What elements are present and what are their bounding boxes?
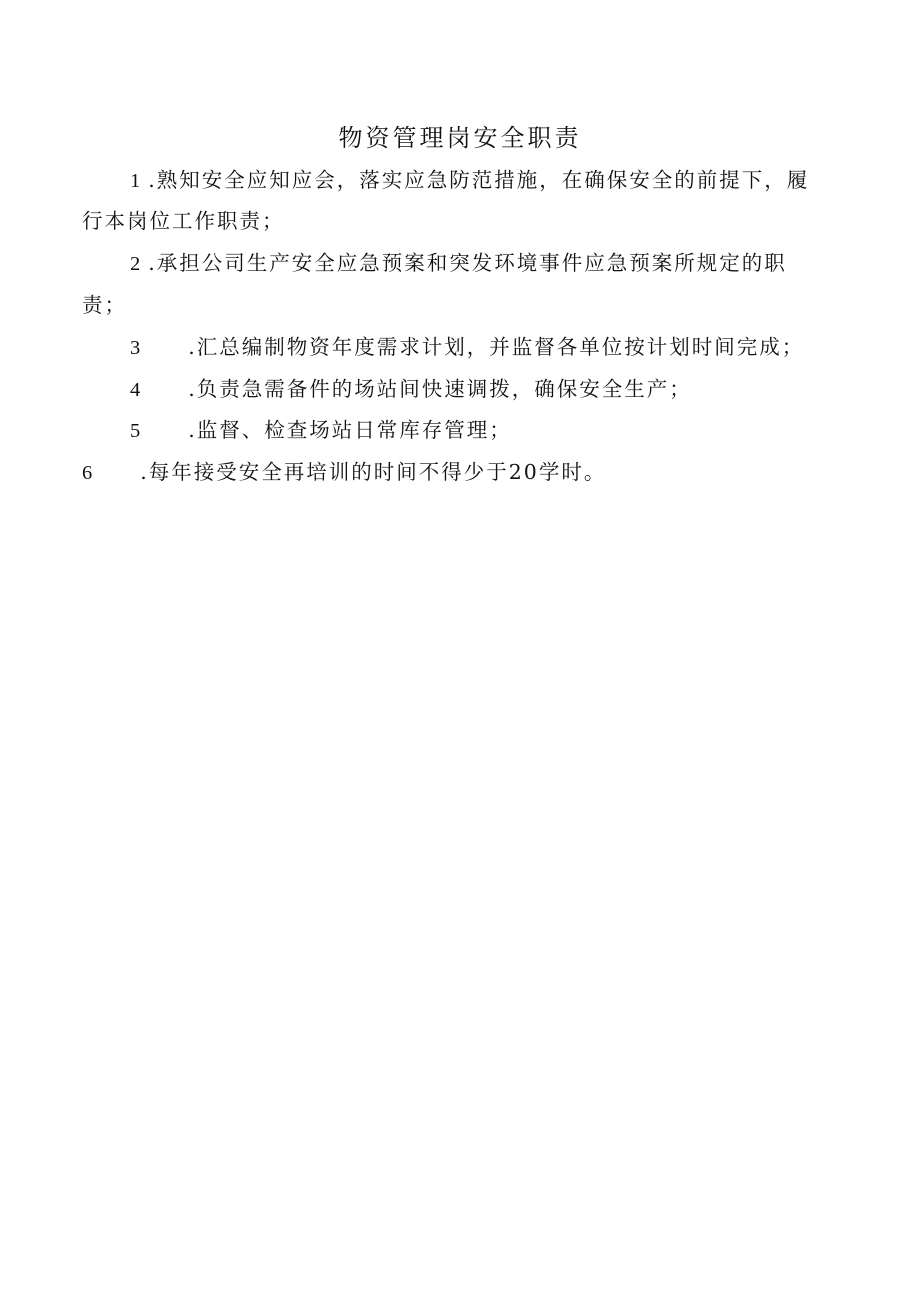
duty-text: .监督、检查场站日常库存管理； [188, 418, 512, 442]
duty-item-1-continued [82, 201, 842, 242]
duty-item-5 [82, 410, 842, 452]
duty-number: 5 [130, 420, 141, 442]
duty-number: 4 [130, 379, 141, 401]
duty-text: .负责急需备件的场站间快速调拨，确保安全生产； [188, 377, 692, 401]
duty-item-2 [82, 243, 842, 285]
duty-text: 行本岗位工作职责； [82, 209, 285, 233]
duty-number: 1 [130, 170, 141, 192]
duty-number: 6 [82, 462, 93, 484]
duty-item-2-continued [82, 285, 842, 326]
duty-item-3 [82, 327, 842, 369]
duty-text: .承担公司生产安全应急预案和突发环境事件应急预案所规定的职 [148, 251, 787, 275]
duty-text: .汇总编制物资年度需求计划，并监督各单位按计划时间完成； [188, 335, 805, 359]
page-title: 物资管理岗安全职责 [338, 124, 582, 152]
duty-item-1 [82, 160, 842, 202]
duty-item-6 [82, 452, 842, 494]
duty-text: .熟知安全应知应会，落实应急防范措施，在确保安全的前提下，履 [148, 168, 810, 192]
duty-number: 3 [130, 337, 141, 359]
duty-item-4 [82, 369, 842, 411]
duty-text: 责； [82, 293, 127, 317]
duty-text: .每年接受安全再培训的时间不得少于20学时。 [140, 460, 607, 484]
duty-number: 2 [130, 253, 141, 275]
